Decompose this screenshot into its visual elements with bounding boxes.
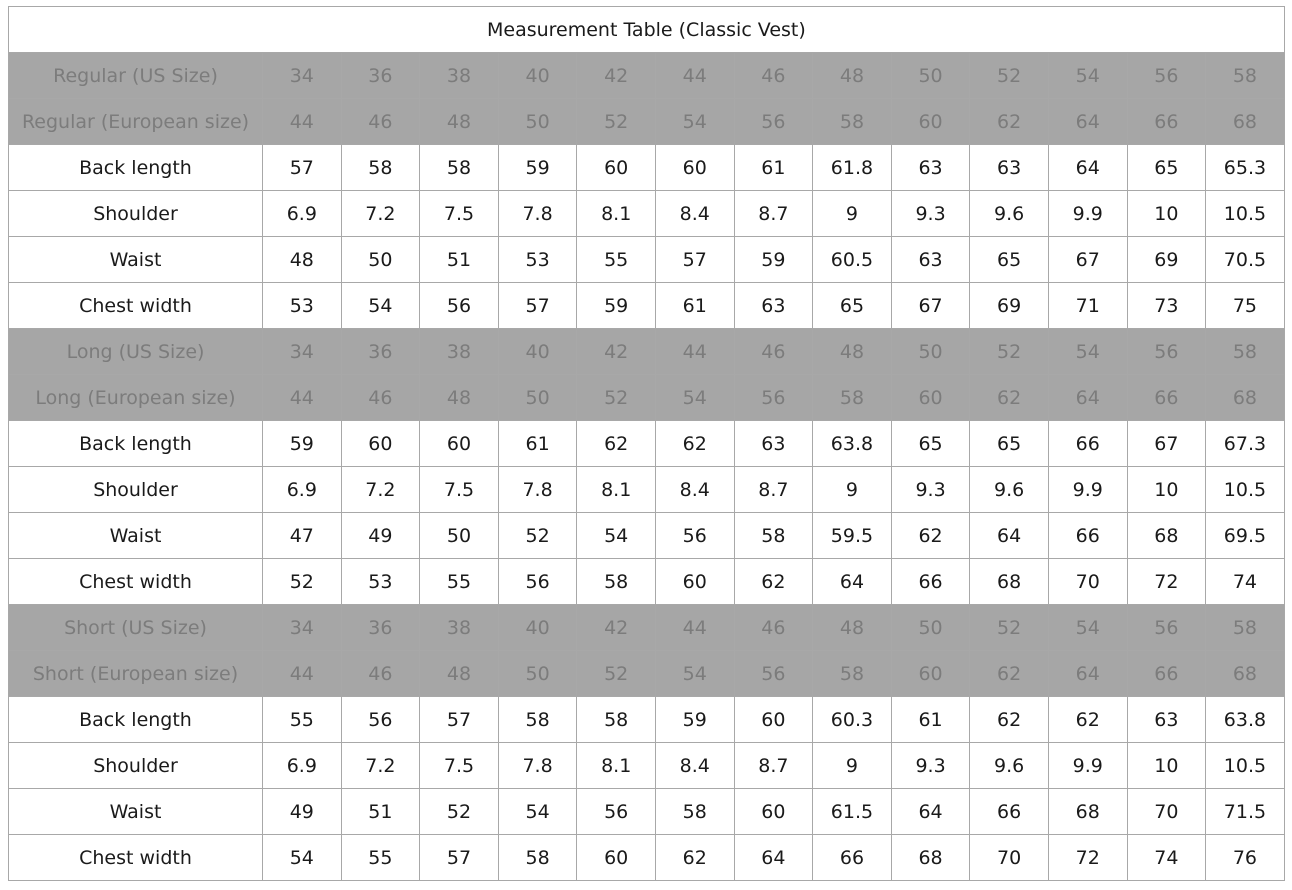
row-label: Shoulder bbox=[9, 467, 263, 513]
table-cell: 60 bbox=[891, 651, 970, 697]
table-cell: 65 bbox=[891, 421, 970, 467]
row-label: Short (European size) bbox=[9, 651, 263, 697]
table-cell: 68 bbox=[1206, 375, 1285, 421]
table-cell: 60 bbox=[655, 145, 734, 191]
table-cell: 40 bbox=[498, 329, 577, 375]
table-cell: 50 bbox=[341, 237, 420, 283]
table-cell: 53 bbox=[263, 283, 342, 329]
table-cell: 63 bbox=[734, 421, 813, 467]
table-cell: 48 bbox=[420, 375, 499, 421]
table-cell: 36 bbox=[341, 329, 420, 375]
table-cell: 9.9 bbox=[1048, 743, 1127, 789]
table-cell: 52 bbox=[970, 53, 1049, 99]
table-cell: 47 bbox=[263, 513, 342, 559]
table-cell: 52 bbox=[577, 99, 656, 145]
table-cell: 40 bbox=[498, 53, 577, 99]
table-cell: 69.5 bbox=[1206, 513, 1285, 559]
table-cell: 58 bbox=[813, 375, 892, 421]
table-cell: 55 bbox=[341, 835, 420, 881]
table-cell: 69 bbox=[970, 283, 1049, 329]
table-cell: 54 bbox=[577, 513, 656, 559]
table-cell: 63 bbox=[891, 145, 970, 191]
table-cell: 40 bbox=[498, 605, 577, 651]
table-cell: 58 bbox=[655, 789, 734, 835]
table-cell: 56 bbox=[734, 99, 813, 145]
table-cell: 51 bbox=[420, 237, 499, 283]
table-cell: 8.7 bbox=[734, 743, 813, 789]
table-cell: 7.5 bbox=[420, 743, 499, 789]
row-label: Waist bbox=[9, 513, 263, 559]
table-cell: 65.3 bbox=[1206, 145, 1285, 191]
table-cell: 62 bbox=[655, 421, 734, 467]
row-label: Back length bbox=[9, 145, 263, 191]
table-cell: 9.3 bbox=[891, 743, 970, 789]
table-cell: 62 bbox=[734, 559, 813, 605]
table-cell: 68 bbox=[1127, 513, 1206, 559]
table-cell: 54 bbox=[263, 835, 342, 881]
row-label: Chest width bbox=[9, 283, 263, 329]
table-cell: 68 bbox=[1048, 789, 1127, 835]
table-cell: 10 bbox=[1127, 191, 1206, 237]
table-cell: 59 bbox=[577, 283, 656, 329]
table-cell: 8.4 bbox=[655, 467, 734, 513]
table-cell: 62 bbox=[1048, 697, 1127, 743]
table-cell: 64 bbox=[1048, 99, 1127, 145]
table-cell: 59.5 bbox=[813, 513, 892, 559]
table-cell: 38 bbox=[420, 53, 499, 99]
table-cell: 46 bbox=[734, 53, 813, 99]
table-cell: 50 bbox=[891, 329, 970, 375]
table-cell: 62 bbox=[970, 375, 1049, 421]
table-cell: 70 bbox=[1127, 789, 1206, 835]
table-cell: 54 bbox=[1048, 53, 1127, 99]
table-cell: 60 bbox=[891, 375, 970, 421]
table-cell: 63.8 bbox=[813, 421, 892, 467]
table-cell: 54 bbox=[1048, 605, 1127, 651]
table-cell: 66 bbox=[970, 789, 1049, 835]
table-cell: 6.9 bbox=[263, 467, 342, 513]
table-cell: 48 bbox=[263, 237, 342, 283]
table-cell: 56 bbox=[734, 651, 813, 697]
table-cell: 36 bbox=[341, 605, 420, 651]
table-cell: 58 bbox=[498, 697, 577, 743]
table-cell: 44 bbox=[263, 99, 342, 145]
table-cell: 49 bbox=[263, 789, 342, 835]
table-cell: 48 bbox=[813, 605, 892, 651]
table-cell: 10 bbox=[1127, 467, 1206, 513]
table-cell: 70 bbox=[1048, 559, 1127, 605]
table-row bbox=[9, 835, 1285, 881]
table-cell: 52 bbox=[970, 605, 1049, 651]
table-cell: 55 bbox=[263, 697, 342, 743]
table-cell: 60 bbox=[734, 789, 813, 835]
table-cell: 9.9 bbox=[1048, 467, 1127, 513]
table-cell: 58 bbox=[577, 559, 656, 605]
table-row bbox=[9, 237, 1285, 283]
table-cell: 49 bbox=[341, 513, 420, 559]
table-cell: 71 bbox=[1048, 283, 1127, 329]
table-cell: 8.1 bbox=[577, 191, 656, 237]
table-cell: 66 bbox=[1127, 651, 1206, 697]
table-cell: 66 bbox=[813, 835, 892, 881]
table-cell: 59 bbox=[655, 697, 734, 743]
table-cell: 56 bbox=[341, 697, 420, 743]
table-cell: 56 bbox=[655, 513, 734, 559]
table-cell: 7.5 bbox=[420, 191, 499, 237]
table-cell: 60 bbox=[655, 559, 734, 605]
table-cell: 46 bbox=[734, 605, 813, 651]
table-body bbox=[9, 7, 1285, 881]
table-cell: 62 bbox=[655, 835, 734, 881]
table-cell: 57 bbox=[263, 145, 342, 191]
table-row bbox=[9, 605, 1285, 651]
table-cell: 34 bbox=[263, 329, 342, 375]
table-cell: 71.5 bbox=[1206, 789, 1285, 835]
table-cell: 64 bbox=[970, 513, 1049, 559]
table-cell: 58 bbox=[577, 697, 656, 743]
table-cell: 58 bbox=[1206, 53, 1285, 99]
table-cell: 68 bbox=[1206, 99, 1285, 145]
table-cell: 34 bbox=[263, 53, 342, 99]
table-cell: 54 bbox=[655, 651, 734, 697]
row-label: Short (US Size) bbox=[9, 605, 263, 651]
table-cell: 58 bbox=[341, 145, 420, 191]
table-cell: 63 bbox=[970, 145, 1049, 191]
row-label: Shoulder bbox=[9, 191, 263, 237]
table-cell: 6.9 bbox=[263, 191, 342, 237]
table-row bbox=[9, 789, 1285, 835]
table-cell: 67 bbox=[891, 283, 970, 329]
table-cell: 48 bbox=[420, 99, 499, 145]
table-cell: 9 bbox=[813, 743, 892, 789]
table-cell: 48 bbox=[420, 651, 499, 697]
table-cell: 62 bbox=[970, 99, 1049, 145]
table-cell: 9.6 bbox=[970, 743, 1049, 789]
table-row bbox=[9, 697, 1285, 743]
table-cell: 7.2 bbox=[341, 467, 420, 513]
table-cell: 42 bbox=[577, 329, 656, 375]
table-cell: 60 bbox=[420, 421, 499, 467]
table-cell: 7.8 bbox=[498, 743, 577, 789]
table-cell: 65 bbox=[1127, 145, 1206, 191]
table-cell: 60.5 bbox=[813, 237, 892, 283]
table-cell: 38 bbox=[420, 329, 499, 375]
table-cell: 61 bbox=[498, 421, 577, 467]
table-cell: 65 bbox=[813, 283, 892, 329]
table-cell: 53 bbox=[498, 237, 577, 283]
table-cell: 58 bbox=[813, 651, 892, 697]
table-row bbox=[9, 99, 1285, 145]
table-cell: 66 bbox=[1048, 513, 1127, 559]
table-cell: 76 bbox=[1206, 835, 1285, 881]
table-cell: 8.7 bbox=[734, 191, 813, 237]
table-cell: 74 bbox=[1206, 559, 1285, 605]
table-cell: 70 bbox=[970, 835, 1049, 881]
table-cell: 9.3 bbox=[891, 467, 970, 513]
table-cell: 67 bbox=[1048, 237, 1127, 283]
table-cell: 57 bbox=[498, 283, 577, 329]
table-cell: 72 bbox=[1048, 835, 1127, 881]
table-cell: 50 bbox=[891, 53, 970, 99]
table-cell: 8.1 bbox=[577, 467, 656, 513]
table-cell: 44 bbox=[655, 53, 734, 99]
table-cell: 38 bbox=[420, 605, 499, 651]
table-cell: 56 bbox=[498, 559, 577, 605]
table-cell: 64 bbox=[1048, 651, 1127, 697]
table-cell: 58 bbox=[498, 835, 577, 881]
table-cell: 52 bbox=[498, 513, 577, 559]
table-cell: 56 bbox=[420, 283, 499, 329]
table-cell: 68 bbox=[970, 559, 1049, 605]
table-cell: 34 bbox=[263, 605, 342, 651]
table-cell: 64 bbox=[1048, 375, 1127, 421]
table-cell: 48 bbox=[813, 53, 892, 99]
table-row bbox=[9, 145, 1285, 191]
table-cell: 42 bbox=[577, 53, 656, 99]
table-cell: 10.5 bbox=[1206, 743, 1285, 789]
table-cell: 62 bbox=[970, 697, 1049, 743]
table-row bbox=[9, 53, 1285, 99]
table-cell: 64 bbox=[813, 559, 892, 605]
table-cell: 54 bbox=[655, 99, 734, 145]
table-cell: 36 bbox=[341, 53, 420, 99]
table-cell: 69 bbox=[1127, 237, 1206, 283]
table-cell: 42 bbox=[577, 605, 656, 651]
table-cell: 61 bbox=[734, 145, 813, 191]
table-cell: 50 bbox=[498, 651, 577, 697]
table-cell: 9.9 bbox=[1048, 191, 1127, 237]
table-row bbox=[9, 421, 1285, 467]
row-label: Back length bbox=[9, 421, 263, 467]
table-cell: 7.2 bbox=[341, 191, 420, 237]
table-cell: 7.2 bbox=[341, 743, 420, 789]
table-cell: 54 bbox=[1048, 329, 1127, 375]
table-cell: 65 bbox=[970, 421, 1049, 467]
table-cell: 7.5 bbox=[420, 467, 499, 513]
table-cell: 54 bbox=[341, 283, 420, 329]
table-cell: 50 bbox=[498, 375, 577, 421]
table-cell: 44 bbox=[655, 329, 734, 375]
table-cell: 59 bbox=[734, 237, 813, 283]
table-cell: 8.4 bbox=[655, 191, 734, 237]
table-cell: 66 bbox=[1127, 375, 1206, 421]
table-cell: 57 bbox=[420, 835, 499, 881]
table-cell: 56 bbox=[577, 789, 656, 835]
table-cell: 65 bbox=[970, 237, 1049, 283]
table-cell: 46 bbox=[341, 99, 420, 145]
table-cell: 70.5 bbox=[1206, 237, 1285, 283]
row-label: Regular (US Size) bbox=[9, 53, 263, 99]
table-cell: 52 bbox=[263, 559, 342, 605]
table-title: Measurement Table (Classic Vest) bbox=[9, 7, 1285, 53]
table-row bbox=[9, 743, 1285, 789]
table-cell: 50 bbox=[498, 99, 577, 145]
table-cell: 8.4 bbox=[655, 743, 734, 789]
row-label: Regular (European size) bbox=[9, 99, 263, 145]
table-cell: 55 bbox=[420, 559, 499, 605]
table-cell: 58 bbox=[734, 513, 813, 559]
table-cell: 61.5 bbox=[813, 789, 892, 835]
table-cell: 44 bbox=[655, 605, 734, 651]
table-cell: 63 bbox=[891, 237, 970, 283]
table-cell: 61 bbox=[655, 283, 734, 329]
table-cell: 8.1 bbox=[577, 743, 656, 789]
table-cell: 7.8 bbox=[498, 467, 577, 513]
table-cell: 7.8 bbox=[498, 191, 577, 237]
measurement-table bbox=[8, 6, 1285, 881]
table-cell: 62 bbox=[970, 651, 1049, 697]
table-cell: 61.8 bbox=[813, 145, 892, 191]
row-label: Long (European size) bbox=[9, 375, 263, 421]
table-cell: 54 bbox=[655, 375, 734, 421]
table-cell: 9 bbox=[813, 467, 892, 513]
table-cell: 6.9 bbox=[263, 743, 342, 789]
table-cell: 10 bbox=[1127, 743, 1206, 789]
table-cell: 9 bbox=[813, 191, 892, 237]
table-cell: 56 bbox=[1127, 329, 1206, 375]
table-cell: 68 bbox=[1206, 651, 1285, 697]
table-cell: 44 bbox=[263, 375, 342, 421]
row-label: Shoulder bbox=[9, 743, 263, 789]
table-row bbox=[9, 375, 1285, 421]
table-cell: 60 bbox=[891, 99, 970, 145]
table-cell: 72 bbox=[1127, 559, 1206, 605]
table-cell: 56 bbox=[1127, 53, 1206, 99]
table-cell: 10.5 bbox=[1206, 191, 1285, 237]
row-label: Chest width bbox=[9, 559, 263, 605]
table-cell: 62 bbox=[891, 513, 970, 559]
table-cell: 68 bbox=[891, 835, 970, 881]
table-cell: 52 bbox=[970, 329, 1049, 375]
table-cell: 51 bbox=[341, 789, 420, 835]
table-cell: 73 bbox=[1127, 283, 1206, 329]
table-cell: 56 bbox=[1127, 605, 1206, 651]
table-cell: 52 bbox=[577, 651, 656, 697]
table-cell: 64 bbox=[734, 835, 813, 881]
table-row bbox=[9, 467, 1285, 513]
table-cell: 53 bbox=[341, 559, 420, 605]
table-cell: 9.3 bbox=[891, 191, 970, 237]
table-cell: 61 bbox=[891, 697, 970, 743]
table-cell: 63.8 bbox=[1206, 697, 1285, 743]
table-row bbox=[9, 651, 1285, 697]
row-label: Waist bbox=[9, 237, 263, 283]
table-cell: 46 bbox=[341, 375, 420, 421]
table-cell: 60 bbox=[341, 421, 420, 467]
table-cell: 46 bbox=[734, 329, 813, 375]
table-cell: 58 bbox=[420, 145, 499, 191]
table-cell: 74 bbox=[1127, 835, 1206, 881]
row-label: Back length bbox=[9, 697, 263, 743]
row-label: Long (US Size) bbox=[9, 329, 263, 375]
table-cell: 48 bbox=[813, 329, 892, 375]
table-row bbox=[9, 513, 1285, 559]
table-cell: 60 bbox=[577, 145, 656, 191]
row-label: Chest width bbox=[9, 835, 263, 881]
table-cell: 56 bbox=[734, 375, 813, 421]
table-cell: 44 bbox=[263, 651, 342, 697]
table-cell: 60.3 bbox=[813, 697, 892, 743]
table-cell: 63 bbox=[734, 283, 813, 329]
table-cell: 55 bbox=[577, 237, 656, 283]
table-cell: 66 bbox=[1048, 421, 1127, 467]
table-cell: 52 bbox=[577, 375, 656, 421]
table-cell: 10.5 bbox=[1206, 467, 1285, 513]
table-row bbox=[9, 283, 1285, 329]
table-cell: 64 bbox=[1048, 145, 1127, 191]
table-cell: 59 bbox=[263, 421, 342, 467]
table-cell: 64 bbox=[891, 789, 970, 835]
table-cell: 67.3 bbox=[1206, 421, 1285, 467]
table-cell: 63 bbox=[1127, 697, 1206, 743]
table-cell: 46 bbox=[341, 651, 420, 697]
table-row bbox=[9, 559, 1285, 605]
table-row bbox=[9, 191, 1285, 237]
table-cell: 66 bbox=[891, 559, 970, 605]
table-cell: 60 bbox=[734, 697, 813, 743]
table-cell: 9.6 bbox=[970, 191, 1049, 237]
table-cell: 50 bbox=[420, 513, 499, 559]
table-cell: 50 bbox=[891, 605, 970, 651]
table-cell: 58 bbox=[813, 99, 892, 145]
table-cell: 58 bbox=[1206, 329, 1285, 375]
table-cell: 59 bbox=[498, 145, 577, 191]
table-cell: 66 bbox=[1127, 99, 1206, 145]
row-label: Waist bbox=[9, 789, 263, 835]
table-cell: 57 bbox=[655, 237, 734, 283]
table-cell: 58 bbox=[1206, 605, 1285, 651]
table-title-row bbox=[9, 7, 1285, 53]
table-cell: 54 bbox=[498, 789, 577, 835]
table-cell: 52 bbox=[420, 789, 499, 835]
table-cell: 62 bbox=[577, 421, 656, 467]
table-cell: 75 bbox=[1206, 283, 1285, 329]
table-row bbox=[9, 329, 1285, 375]
table-cell: 9.6 bbox=[970, 467, 1049, 513]
table-cell: 57 bbox=[420, 697, 499, 743]
table-cell: 60 bbox=[577, 835, 656, 881]
table-cell: 67 bbox=[1127, 421, 1206, 467]
table-cell: 8.7 bbox=[734, 467, 813, 513]
